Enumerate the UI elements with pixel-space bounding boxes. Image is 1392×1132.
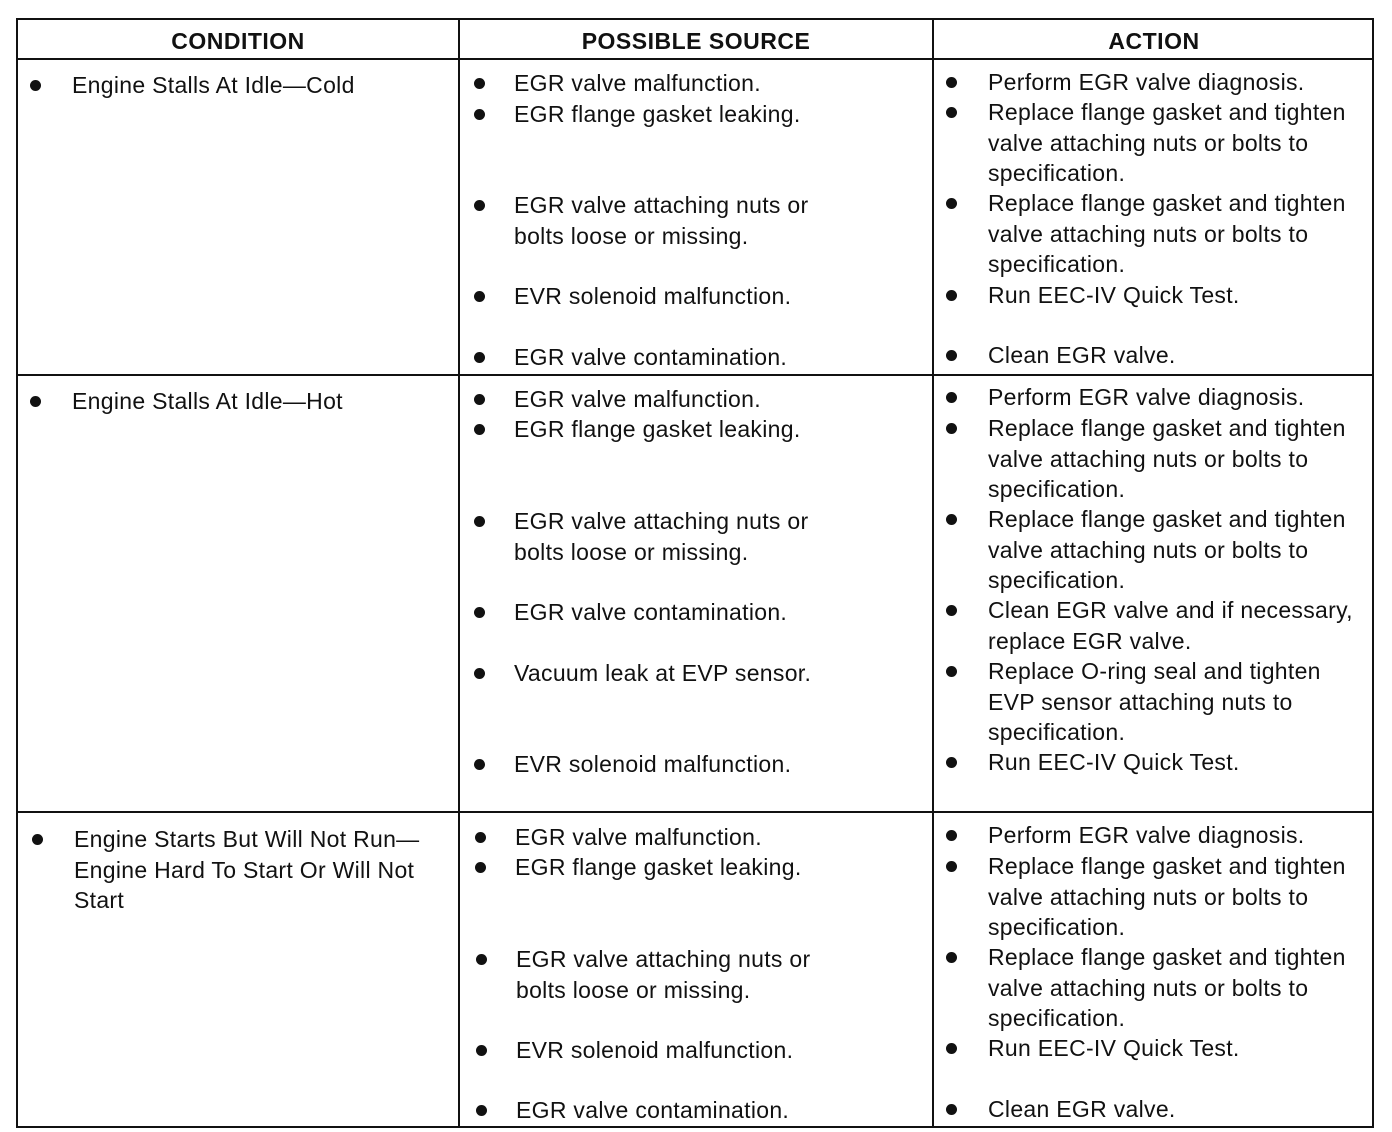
bullet-icon — [476, 1045, 487, 1056]
action-item: Replace flange gasket and tighten valve attaching nuts or bolts to specification. — [946, 188, 1366, 280]
bullet-icon — [30, 80, 41, 91]
source-item: EGR valve malfunction. — [474, 384, 914, 415]
bullet-icon — [474, 394, 485, 405]
bullet-icon — [474, 759, 485, 770]
bullet-icon — [946, 290, 957, 301]
bullet-icon — [946, 198, 957, 209]
action-item: Run EEC-IV Quick Test. — [946, 280, 1366, 311]
bullet-icon — [474, 200, 485, 211]
source-item: EGR flange gasket leaking. — [474, 99, 914, 130]
action-item: Clean EGR valve. — [946, 340, 1366, 371]
bullet-icon — [475, 832, 486, 843]
action-item: Run EEC-IV Quick Test. — [946, 747, 1366, 778]
condition-text: Engine Stalls At Idle—Hot — [72, 388, 343, 414]
bullet-icon — [474, 291, 485, 302]
bullet-icon — [474, 78, 485, 89]
source-item: EGR valve malfunction. — [475, 822, 915, 853]
bullet-icon — [474, 516, 485, 527]
bullet-icon — [475, 862, 486, 873]
action-item: Run EEC-IV Quick Test. — [946, 1033, 1366, 1064]
column-divider — [458, 20, 460, 1126]
bullet-icon — [946, 861, 957, 872]
condition-text: Engine Starts But Will Not Run—Engine Hard To Start Or Will Not Start — [74, 826, 420, 913]
source-item: EGR valve attaching nuts or bolts loose or missing. — [474, 190, 834, 251]
bullet-icon — [946, 1104, 957, 1115]
bullet-icon — [474, 424, 485, 435]
action-item: Replace flange gasket and tighten valve attaching nuts or bolts to specification. — [946, 504, 1366, 596]
bullet-icon — [946, 423, 957, 434]
row-divider — [18, 374, 1372, 376]
action-item: Clean EGR valve and if necessary, replace EGR valve. — [946, 595, 1366, 656]
condition-cell — [30, 70, 440, 101]
bullet-icon — [474, 352, 485, 363]
bullet-icon — [946, 830, 957, 841]
bullet-icon — [946, 952, 957, 963]
source-item: EGR valve malfunction. — [474, 68, 914, 99]
bullet-icon — [946, 757, 957, 768]
action-item: Perform EGR valve diagnosis. — [946, 382, 1366, 413]
source-item: EGR valve contamination. — [476, 1095, 916, 1126]
bullet-icon — [474, 109, 485, 120]
possible-source-header: POSSIBLE SOURCE — [581, 28, 811, 54]
condition-cell — [30, 386, 440, 417]
source-item: EVR solenoid malfunction. — [474, 749, 914, 780]
action-item: Clean EGR valve. — [946, 1094, 1366, 1125]
condition-text: Engine Stalls At Idle—Cold — [72, 72, 355, 98]
bullet-icon — [30, 396, 41, 407]
diagnosis-table — [16, 18, 1374, 1128]
bullet-icon — [946, 1043, 957, 1054]
action-item: Replace O-ring seal and tighten EVP sensor attaching nuts to specification. — [946, 656, 1366, 748]
source-item: EGR valve attaching nuts or bolts loose or missing. — [474, 506, 834, 567]
bullet-icon — [946, 350, 957, 361]
bullet-icon — [474, 668, 485, 679]
bullet-icon — [476, 1105, 487, 1116]
bullet-icon — [946, 666, 957, 677]
bullet-icon — [946, 392, 957, 403]
action-item: Perform EGR valve diagnosis. — [946, 67, 1366, 98]
bullet-icon — [946, 514, 957, 525]
action-item: Perform EGR valve diagnosis. — [946, 820, 1366, 851]
action-item: Replace flange gasket and tighten valve attaching nuts or bolts to specification. — [946, 851, 1366, 943]
condition-cell — [32, 824, 452, 916]
bullet-icon — [32, 834, 43, 845]
source-item: EGR flange gasket leaking. — [474, 414, 914, 445]
bullet-icon — [946, 107, 957, 118]
source-item: EGR valve contamination. — [474, 342, 914, 373]
action-item: Replace flange gasket and tighten valve attaching nuts or bolts to specification. — [946, 97, 1366, 189]
row-divider — [18, 811, 1372, 813]
bullet-icon — [946, 605, 957, 616]
bullet-icon — [474, 607, 485, 618]
source-item: EVR solenoid malfunction. — [476, 1035, 916, 1066]
condition-header: CONDITION — [171, 28, 305, 54]
action-item: Replace flange gasket and tighten valve attaching nuts or bolts to specification. — [946, 413, 1366, 505]
action-item: Replace flange gasket and tighten valve attaching nuts or bolts to specification. — [946, 942, 1366, 1034]
bullet-icon — [946, 77, 957, 88]
source-item: EVR solenoid malfunction. — [474, 281, 914, 312]
action-header: ACTION — [1108, 28, 1200, 54]
column-divider — [932, 20, 934, 1126]
source-item: Vacuum leak at EVP sensor. — [474, 658, 914, 689]
source-item: EGR valve contamination. — [474, 597, 914, 628]
source-item: EGR flange gasket leaking. — [475, 852, 915, 883]
bullet-icon — [476, 954, 487, 965]
source-item: EGR valve attaching nuts or bolts loose or missing. — [476, 944, 836, 1005]
